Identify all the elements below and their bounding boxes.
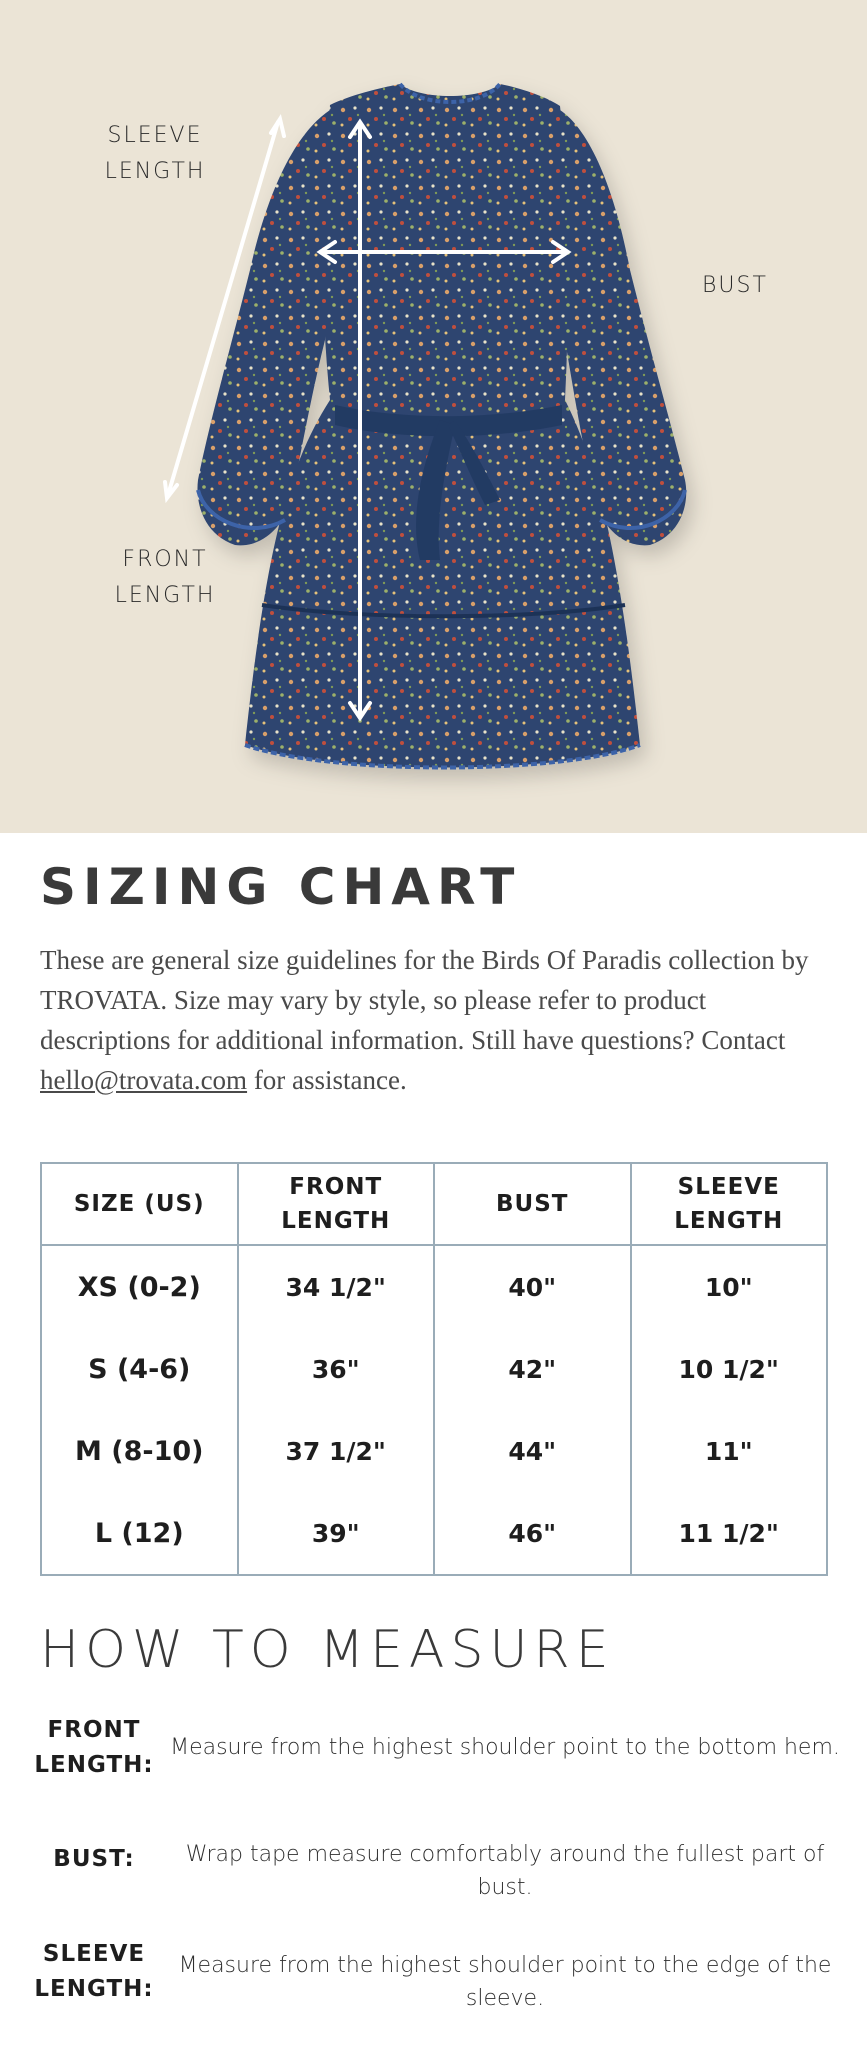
front-label-line-2: LENGTH	[114, 583, 216, 608]
measure-term	[30, 1937, 158, 2007]
front-length-cell: 37 1/2"	[238, 1410, 435, 1492]
header-bust	[434, 1163, 631, 1245]
front-length-cell: 36"	[238, 1328, 435, 1410]
header-sleeve-length	[631, 1163, 828, 1245]
measure-term	[30, 1842, 158, 1877]
term-line-1: FRONT	[47, 1717, 141, 1743]
contact-email-link[interactable]: hello@trovata.com	[40, 1065, 248, 1095]
sleeve-length-cell: 10 1/2"	[631, 1328, 828, 1410]
sleeve-length-cell: 11"	[631, 1410, 828, 1492]
measure-definition: Measure from the highest shoulder point to the edge of the sleeve.	[178, 1953, 832, 2011]
header-front-line-1: FRONT	[289, 1174, 383, 1200]
header-size	[41, 1163, 238, 1245]
sleeve-length-cell: 11 1/2"	[631, 1492, 828, 1575]
header-size-text: SIZE (US)	[73, 1191, 205, 1217]
size-cell: XS (0-2)	[41, 1245, 238, 1328]
header-front-length	[238, 1163, 435, 1245]
intro-suffix: for assistance.	[247, 1065, 407, 1095]
term-line-2: LENGTH:	[34, 1976, 154, 2002]
term-line-2: LENGTH:	[34, 1752, 154, 1778]
how-to-measure-title: HOW TO MEASURE	[40, 1620, 615, 1680]
sleeve-length-label	[90, 118, 220, 190]
sizing-intro-text	[40, 940, 840, 1100]
term-line-1: BUST:	[53, 1846, 135, 1872]
measure-definition: Wrap tape measure comfortably around the fullest part of bust.	[185, 1842, 825, 1900]
dress-shape	[197, 84, 686, 768]
size-table-header-row	[41, 1163, 827, 1245]
front-length-label	[100, 542, 230, 614]
table-row	[41, 1410, 827, 1492]
sleeve-length-cell: 10"	[631, 1245, 828, 1328]
bust-cell: 44"	[434, 1410, 631, 1492]
size-table	[40, 1162, 828, 1576]
sizing-chart-title: SIZING CHART	[40, 858, 522, 916]
size-cell: S (4-6)	[41, 1328, 238, 1410]
sleeve-label-line-2: LENGTH	[104, 159, 206, 184]
sleeve-label-line-1: SLEEVE	[107, 123, 203, 148]
table-row	[41, 1328, 827, 1410]
size-cell: M (8-10)	[41, 1410, 238, 1492]
bust-cell: 42"	[434, 1328, 631, 1410]
front-length-cell: 39"	[238, 1492, 435, 1575]
bust-cell: 40"	[434, 1245, 631, 1328]
header-sleeve-line-1: SLEEVE	[677, 1174, 780, 1200]
bust-label: BUST	[702, 273, 768, 298]
table-row	[41, 1492, 827, 1575]
measure-definition: Measure from the highest shoulder point to the bottom hem.	[170, 1735, 840, 1760]
term-line-1: SLEEVE	[42, 1941, 146, 1967]
bust-cell: 46"	[434, 1492, 631, 1575]
front-length-cell: 34 1/2"	[238, 1245, 435, 1328]
front-label-line-1: FRONT	[122, 547, 208, 572]
measure-term	[30, 1713, 158, 1783]
size-cell: L (12)	[41, 1492, 238, 1575]
intro-body: These are general size guidelines for the Birds Of Paradis collection by TROVATA. Size may vary by style, so please refer to product descriptions for additional information. Still have questions? Contact	[40, 945, 809, 1055]
header-sleeve-line-2: LENGTH	[674, 1208, 784, 1234]
table-row	[41, 1245, 827, 1328]
header-front-line-2: LENGTH	[281, 1208, 391, 1234]
dress-hero-image	[0, 0, 867, 833]
header-bust-text: BUST	[496, 1191, 569, 1217]
